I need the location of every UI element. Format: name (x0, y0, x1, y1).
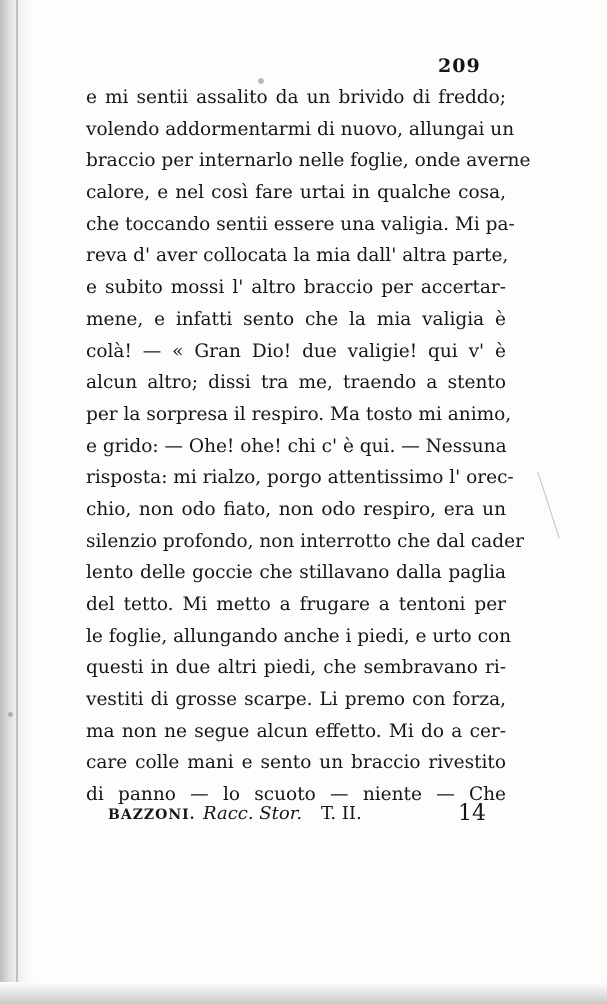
text-line: che toccando sentii essere una valigia. Mi pa- (86, 213, 515, 235)
text-line: reva d' aver collocata la mia dall' altra parte, (86, 245, 509, 267)
text-line: risposta: mi rialzo, porgo attentissimo l' orec- (86, 467, 514, 489)
text-line: silenzio profondo, non interrotto che dal cader (86, 530, 524, 552)
text-line: mene, e infatti sento che la mia valigia è (86, 308, 506, 330)
text-line: di panno — lo scuoto — niente — Che (86, 784, 506, 806)
body-text (86, 82, 531, 811)
text-line: braccio per internarlo nelle foglie, onde averne (86, 150, 531, 172)
text-line: e mi sentii assalito da un brivido di freddo; (86, 87, 506, 108)
page-bottom-edge (0, 982, 607, 1004)
text-line: questi in due altri piedi, che sembravano ri- (86, 657, 506, 679)
text-line: care colle mani e sento un braccio rivestito (86, 752, 506, 774)
footer-sheet-number: 14 (458, 801, 486, 826)
page-footer (108, 803, 488, 833)
text-line: alcun altro; dissi tra me, traendo a stento (86, 372, 506, 394)
text-line: colà! — « Gran Dio! due valigie! qui v' è (86, 340, 506, 362)
page-number: 209 (438, 55, 481, 77)
footer-signature: BAZZONI. (108, 807, 196, 823)
text-line: le foglie, allungando anche i piedi, e urto con (86, 625, 511, 647)
text-line: del tetto. Mi metto a frugare a tentoni per (86, 594, 506, 615)
footer-short-title: Racc. Stor. (203, 803, 303, 824)
gutter-line (16, 0, 18, 1004)
text-line: e subito mossi l' altro braccio per accertar- (86, 277, 506, 299)
text-line: volendo addormentarmi di nuovo, allungai un (86, 118, 515, 140)
margin-mark (537, 472, 560, 539)
text-line: lento delle goccie che stillavano dalla paglia (86, 562, 506, 584)
text-line: ma non ne segue alcun effetto. Mi do a cer- (86, 720, 506, 742)
text-line: vestiti di grosse scarpe. Li premo con forza, (86, 689, 506, 711)
text-line: e grido: — Ohe! ohe! chi c' è qui. — Nessuna (86, 435, 507, 457)
ink-speck (8, 712, 13, 717)
text-line: chio, non odo fiato, non odo respiro, era un (86, 498, 506, 520)
text-line: per la sorpresa il respiro. Ma tosto mi animo, (86, 403, 512, 425)
text-line: calore, e nel così fare urtai in qualche cosa, (86, 182, 506, 204)
footer-volume: T. II. (321, 803, 362, 824)
